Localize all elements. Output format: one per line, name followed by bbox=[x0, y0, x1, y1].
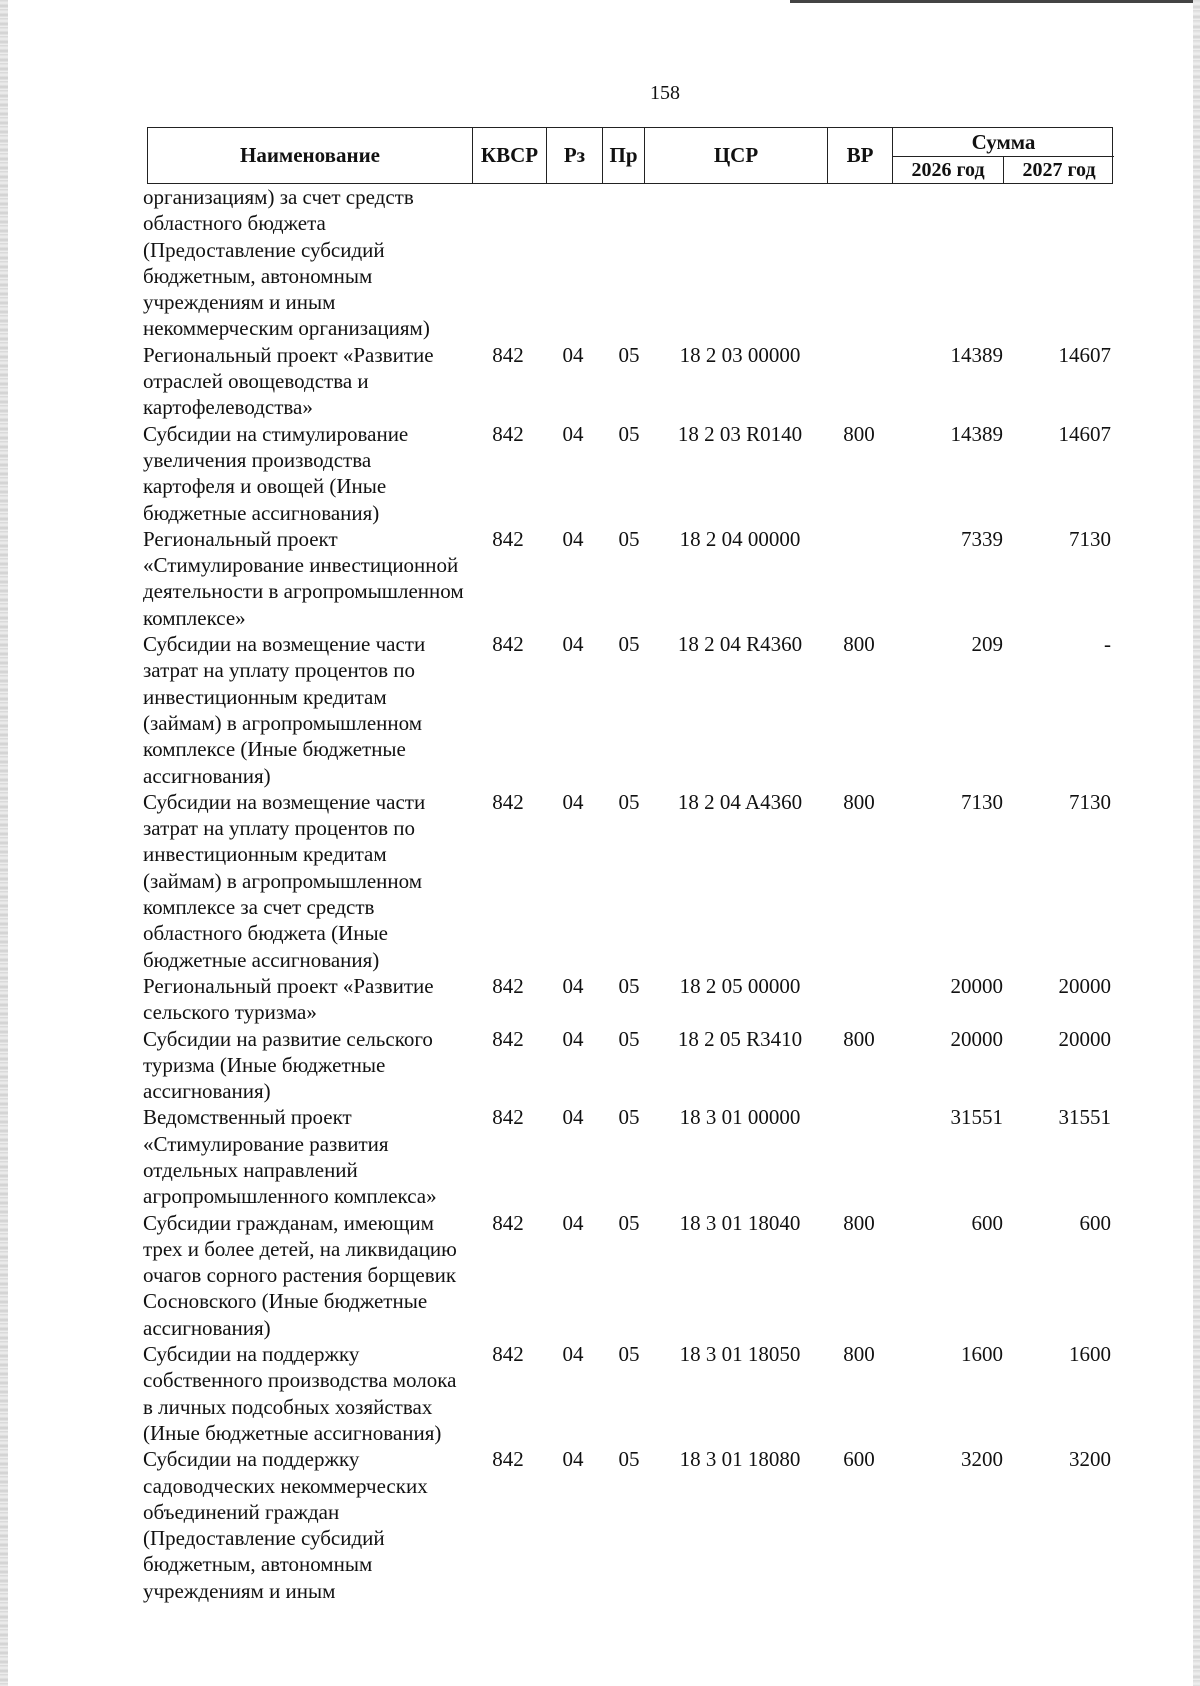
row-name: организациям) за счет средств областного бюджета (Предоставление субсидий бюджетным, автономным учреждениям и иным некоммерческим организациям) bbox=[143, 185, 430, 341]
sum-2027-cell: 14607 bbox=[1058, 421, 1111, 446]
row-name: Ведомственный проект «Стимулирование развития отдельных направлений агропромышленного комплекса» bbox=[143, 1105, 437, 1209]
csr-cell: 18 2 03 R0140 bbox=[677, 421, 803, 446]
vr-cell: 800 bbox=[843, 1342, 875, 1367]
pr-cell: 05 bbox=[618, 1447, 640, 1472]
rz-cell: 04 bbox=[562, 1105, 584, 1130]
sum-2027-cell: 20000 bbox=[1058, 973, 1111, 998]
vr-cell: 800 bbox=[843, 421, 875, 446]
pr-cell: 05 bbox=[618, 342, 640, 367]
csr-cell: 18 3 01 18040 bbox=[679, 1210, 801, 1235]
header-vr: ВР bbox=[828, 128, 893, 183]
table-row bbox=[143, 526, 1113, 631]
rz-cell: 04 bbox=[562, 973, 584, 998]
table-row bbox=[143, 1341, 1113, 1446]
header-name: Наименование bbox=[148, 128, 473, 183]
scan-edge-right bbox=[1193, 0, 1200, 1686]
row-name: Субсидии на возмещение части затрат на уплату процентов по инвестиционным кредитам (займам) в агропромышленном комплексе (Иные бюджетные ассигнования) bbox=[143, 632, 426, 788]
sum-2027-cell: 1600 bbox=[1069, 1342, 1111, 1367]
pr-cell: 05 bbox=[618, 1026, 640, 1051]
sum-2026-cell: 7339 bbox=[961, 526, 1003, 551]
table-row bbox=[143, 1210, 1113, 1341]
csr-cell: 18 2 04 00000 bbox=[679, 526, 801, 551]
row-name: Региональный проект «Развитие сельского туризма» bbox=[143, 973, 434, 1025]
row-name: Субсидии на развитие сельского туризма (Иные бюджетные ассигнования) bbox=[143, 1026, 433, 1104]
pr-cell: 05 bbox=[618, 421, 640, 446]
table-body bbox=[143, 184, 1113, 1604]
csr-cell: 18 2 03 00000 bbox=[679, 342, 801, 367]
header-year-2026: 2026 год bbox=[893, 157, 1004, 183]
pr-cell: 05 bbox=[618, 526, 640, 551]
table-header bbox=[147, 127, 1113, 184]
sum-2026-cell: 20000 bbox=[950, 1026, 1003, 1051]
sum-2026-cell: 14389 bbox=[950, 342, 1003, 367]
kvsr-cell: 842 bbox=[492, 1342, 524, 1367]
header-csr: ЦСР bbox=[645, 128, 828, 183]
kvsr-cell: 842 bbox=[492, 526, 524, 551]
csr-cell: 18 2 05 00000 bbox=[679, 973, 801, 998]
header-pr: Пр bbox=[603, 128, 645, 183]
row-name: Региональный проект «Развитие отраслей овощеводства и картофелеводства» bbox=[143, 342, 434, 420]
rz-cell: 04 bbox=[562, 1210, 584, 1235]
kvsr-cell: 842 bbox=[492, 1447, 524, 1472]
sum-2027-cell: 3200 bbox=[1069, 1447, 1111, 1472]
sum-2026-cell: 7130 bbox=[961, 789, 1003, 814]
vr-cell: 800 bbox=[843, 789, 875, 814]
sum-2026-cell: 209 bbox=[971, 632, 1003, 657]
kvsr-cell: 842 bbox=[492, 973, 524, 998]
header-rz: Рз bbox=[547, 128, 603, 183]
pr-cell: 05 bbox=[618, 789, 640, 814]
sum-2027-cell: 600 bbox=[1079, 1210, 1111, 1235]
rz-cell: 04 bbox=[562, 421, 584, 446]
sum-2027-cell: - bbox=[1104, 632, 1111, 657]
table-row bbox=[143, 789, 1113, 973]
row-name: Субсидии на стимулирование увеличения производства картофеля и овощей (Иные бюджетные ассигнования) bbox=[143, 421, 409, 525]
kvsr-cell: 842 bbox=[492, 342, 524, 367]
sum-2027-cell: 31551 bbox=[1058, 1105, 1111, 1130]
row-name: Региональный проект «Стимулирование инвестиционной деятельности в агропромышленном комплексе» bbox=[143, 526, 464, 630]
rz-cell: 04 bbox=[562, 632, 584, 657]
vr-cell: 800 bbox=[843, 632, 875, 657]
csr-cell: 18 2 04 A4360 bbox=[677, 789, 803, 814]
table-row bbox=[143, 421, 1113, 526]
kvsr-cell: 842 bbox=[492, 1105, 524, 1130]
rz-cell: 04 bbox=[562, 789, 584, 814]
table-row bbox=[143, 973, 1113, 1026]
header-kvsr: КВСР bbox=[473, 128, 547, 183]
sum-2026-cell: 3200 bbox=[961, 1447, 1003, 1472]
sum-2027-cell: 7130 bbox=[1069, 526, 1111, 551]
csr-cell: 18 2 05 R3410 bbox=[677, 1026, 803, 1051]
page-number: 158 bbox=[650, 82, 680, 104]
row-name: Субсидии на поддержку собственного производства молока в личных подсобных хозяйствах (Иные бюджетные ассигнования) bbox=[143, 1342, 457, 1445]
csr-cell: 18 3 01 00000 bbox=[679, 1105, 801, 1130]
kvsr-cell: 842 bbox=[492, 421, 524, 446]
table-row bbox=[143, 1446, 1113, 1604]
sum-2026-cell: 600 bbox=[971, 1210, 1003, 1235]
sum-2027-cell: 14607 bbox=[1058, 342, 1111, 367]
kvsr-cell: 842 bbox=[492, 632, 524, 657]
sum-2026-cell: 14389 bbox=[950, 421, 1003, 446]
rz-cell: 04 bbox=[562, 342, 584, 367]
vr-cell: 800 bbox=[843, 1026, 875, 1051]
kvsr-cell: 842 bbox=[492, 1210, 524, 1235]
rz-cell: 04 bbox=[562, 1026, 584, 1051]
row-name: Субсидии на возмещение части затрат на уплату процентов по инвестиционным кредитам (займам) в агропромышленном комплексе за счет средств областного бюджета (Иные бюджетные ассигнования) bbox=[143, 789, 426, 972]
sum-2026-cell: 1600 bbox=[961, 1342, 1003, 1367]
table-row bbox=[143, 631, 1113, 789]
pr-cell: 05 bbox=[618, 1105, 640, 1130]
sum-2027-cell: 7130 bbox=[1069, 789, 1111, 814]
kvsr-cell: 842 bbox=[492, 789, 524, 814]
pr-cell: 05 bbox=[618, 1342, 640, 1367]
csr-cell: 18 2 04 R4360 bbox=[677, 632, 803, 657]
scan-edge-top bbox=[790, 0, 1193, 3]
header-sum: Сумма bbox=[893, 128, 1114, 157]
table-row bbox=[143, 1026, 1113, 1105]
pr-cell: 05 bbox=[618, 973, 640, 998]
pr-cell: 05 bbox=[618, 1210, 640, 1235]
row-name: Субсидии гражданам, имеющим трех и более детей, на ликвидацию очагов сорного растения борщевик Сосновского (Иные бюджетные ассигнования) bbox=[143, 1210, 457, 1340]
sum-2026-cell: 20000 bbox=[950, 973, 1003, 998]
rz-cell: 04 bbox=[562, 526, 584, 551]
pr-cell: 05 bbox=[618, 632, 640, 657]
header-year-2027: 2027 год bbox=[1022, 158, 1096, 181]
kvsr-cell: 842 bbox=[492, 1026, 524, 1051]
table-row bbox=[143, 342, 1113, 421]
sum-2027-cell: 20000 bbox=[1058, 1026, 1111, 1051]
csr-cell: 18 3 01 18080 bbox=[679, 1447, 801, 1472]
table-row bbox=[143, 1104, 1113, 1209]
row-name: Субсидии на поддержку садоводческих некоммерческих объединений граждан (Предоставление субсидий бюджетным, автономным учреждениям и иным bbox=[143, 1447, 428, 1603]
rz-cell: 04 bbox=[562, 1342, 584, 1367]
vr-cell: 600 bbox=[843, 1447, 875, 1472]
sum-2026-cell: 31551 bbox=[950, 1105, 1003, 1130]
table-row bbox=[143, 184, 1113, 342]
rz-cell: 04 bbox=[562, 1447, 584, 1472]
csr-cell: 18 3 01 18050 bbox=[679, 1342, 801, 1367]
scan-edge-left bbox=[0, 0, 8, 1686]
vr-cell: 800 bbox=[843, 1210, 875, 1235]
